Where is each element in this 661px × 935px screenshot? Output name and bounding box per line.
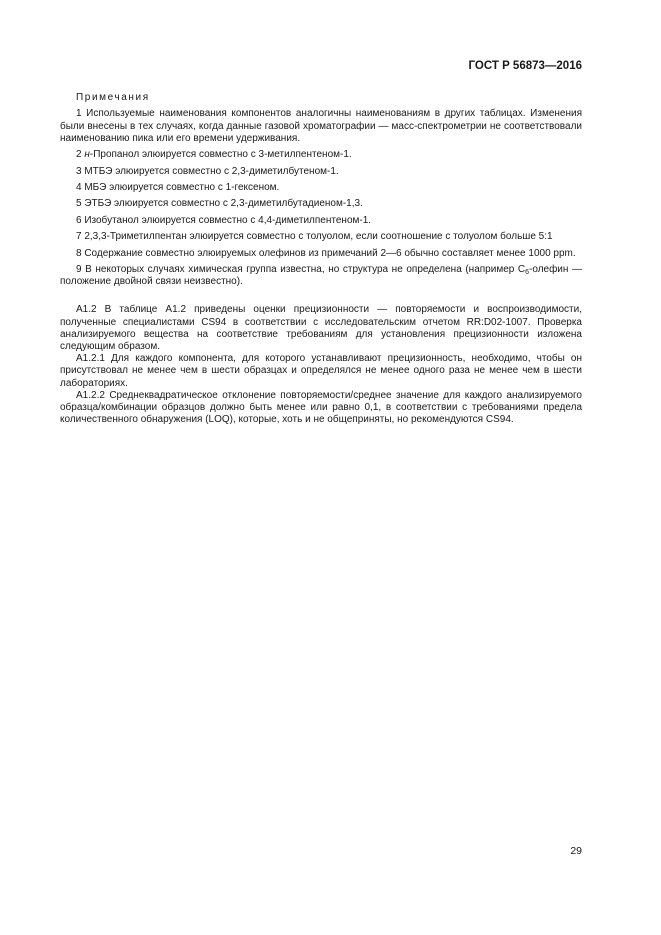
note-2-text: -Пропанол элюируется совместно с 3-метилпентеном-1. bbox=[89, 149, 352, 161]
note-9 bbox=[60, 264, 582, 288]
note-9-text: 9 В некоторых случаях химическая группа известна, но структура не определена (например C bbox=[76, 263, 526, 275]
note-9-text-end: -олефин — положение двойной связи неизвестно). bbox=[60, 263, 582, 288]
page-number: 29 bbox=[570, 845, 582, 857]
note-9-subscript: 6 bbox=[525, 268, 530, 276]
note-2-number: 2 bbox=[76, 149, 85, 161]
standard-designation: ГОСТ Р 56873—2016 bbox=[468, 60, 582, 72]
notes-section bbox=[60, 92, 582, 426]
note-2-italic: н bbox=[84, 149, 90, 161]
note-6: 6 Изобутанол элюируется совместно с 4,4-диметилпентеном-1. bbox=[76, 214, 372, 226]
note-5: 5 ЭТБЭ элюируется совместно с 2,3-диметилбутадиеном-1,3. bbox=[76, 198, 363, 210]
note-1: 1 Используемые наименования компонентов аналогичны наименованиям в других таблицах. Изменения были внесены в тех случаях, когда данные газовой хроматографии — масс-спектрометрии не соответствовали наименованию пика или его времени удерживания. bbox=[60, 108, 582, 144]
notes-title: Примечания bbox=[76, 92, 150, 103]
note-2 bbox=[60, 149, 582, 161]
note-4: 4 МБЭ элюируется совместно с 1-гексеном. bbox=[76, 181, 280, 193]
note-3: 3 МТБЭ элюируется совместно с 2,3-диметилбутеном-1. bbox=[76, 165, 339, 177]
paragraph-a1-2-1: A1.2.1 Для каждого компонента, для которого устанавливают прецизионность, необходимо, чтобы он присутствовал не менее чем в шести образцах и определялся не менее одного раза не менее чем в шести лабораториях. bbox=[60, 353, 582, 389]
note-8: 8 Содержание совместно элюируемых олефинов из примечаний 2—6 обычно составляет менее 1000 ppm. bbox=[76, 247, 576, 259]
paragraph-a1-2: A1.2 В таблице A1.2 приведены оценки прецизионности — повторяемости и воспроизводимости, полученные специалистами CS94 в соответствии с исследовательским отчетом RR:D02-1007. Проверка анализируемого вещества на соответствие требованиям для установления прецизионности изложена следующим образом. bbox=[60, 304, 582, 352]
paragraph-a1-2-2: A1.2.2 Среднеквадратическое отклонение повторяемости/среднее значение для каждого анализируемого образца/комбинации образцов должно быть менее или равно 0,1, в соответствии с требованиями предела количественного обнаружения (LOQ), которые, хоть и не общеприняты, но рекомендуются CS94. bbox=[60, 389, 582, 426]
note-7: 7 2,3,3-Триметилпентан элюируется совместно с толуолом, если соотношение с толуолом больше 5:1 bbox=[76, 231, 553, 243]
